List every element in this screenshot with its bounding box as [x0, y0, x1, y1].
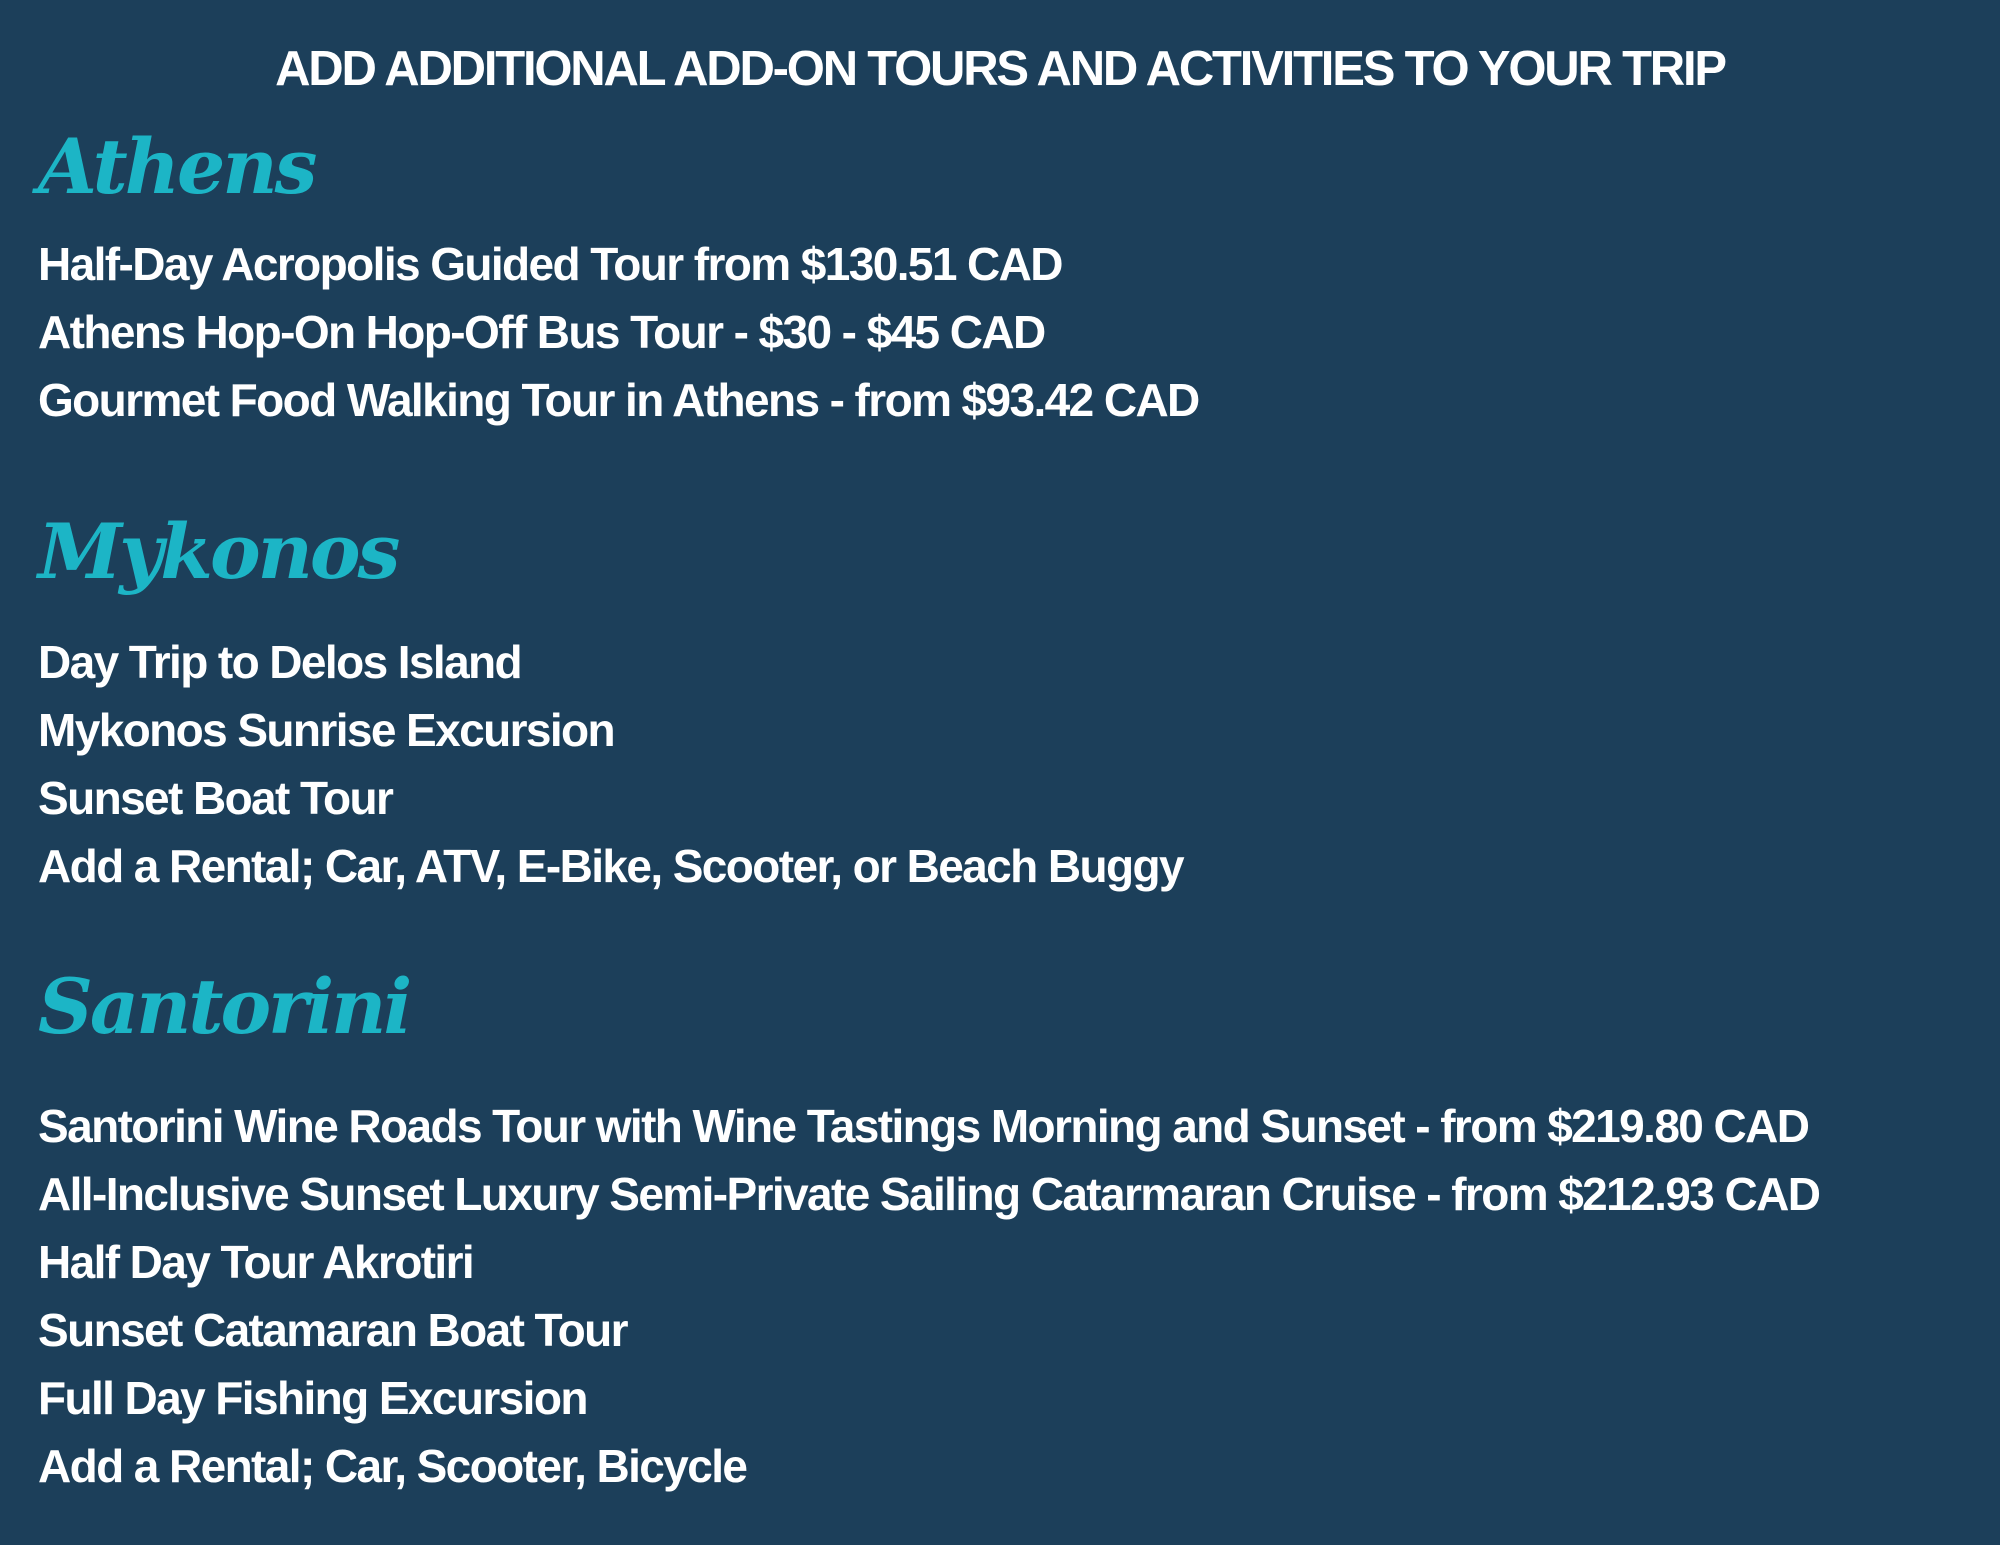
list-item: Day Trip to Delos Island	[38, 636, 522, 688]
list-item: All-Inclusive Sunset Luxury Semi-Private Sailing Catarmaran Cruise - from $212.93 CAD	[38, 1168, 1820, 1220]
list-item: Add a Rental; Car, Scooter, Bicycle	[38, 1440, 747, 1492]
list-item: Full Day Fishing Excursion	[38, 1372, 587, 1424]
mykonos-activity-list	[38, 628, 1978, 900]
list-item: Mykonos Sunrise Excursion	[38, 704, 615, 756]
page-title: ADD ADDITIONAL ADD-ON TOURS AND ACTIVITIES TO YOUR TRIP	[275, 41, 1725, 96]
section-title-santorini: Santorini	[38, 962, 410, 1051]
list-item: Santorini Wine Roads Tour with Wine Tastings Morning and Sunset - from $219.80 CAD	[38, 1100, 1809, 1152]
list-item: Athens Hop-On Hop-Off Bus Tour - $30 - $45 CAD	[38, 306, 1045, 358]
list-item: Add a Rental; Car, ATV, E-Bike, Scooter, or Beach Buggy	[38, 840, 1183, 892]
athens-activity-list	[38, 230, 1978, 434]
section-title-mykonos: Mykonos	[38, 507, 398, 596]
list-item: Half Day Tour Akrotiri	[38, 1236, 474, 1288]
section-santorini	[38, 962, 1978, 1500]
section-athens	[38, 122, 1978, 434]
section-mykonos	[38, 507, 1978, 900]
list-item: Gourmet Food Walking Tour in Athens - from $93.42 CAD	[38, 374, 1199, 426]
list-item: Sunset Catamaran Boat Tour	[38, 1304, 627, 1356]
santorini-activity-list	[38, 1092, 1978, 1500]
section-title-athens: Athens	[38, 122, 315, 211]
list-item: Half-Day Acropolis Guided Tour from $130.51 CAD	[38, 238, 1062, 290]
list-item: Sunset Boat Tour	[38, 772, 393, 824]
